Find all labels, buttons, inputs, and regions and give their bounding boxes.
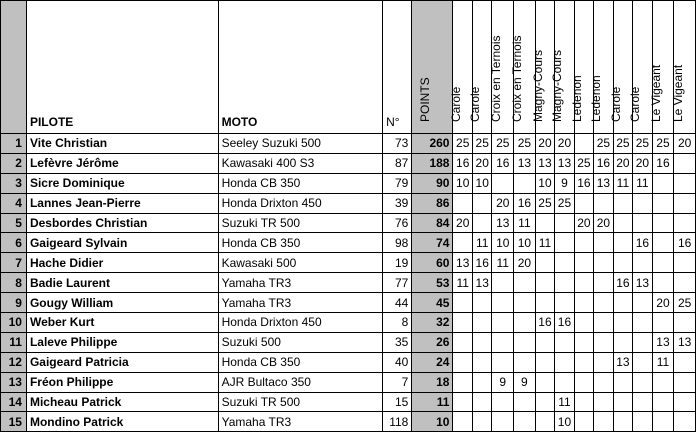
- row-index-header: [1, 1, 27, 134]
- result-cell: [594, 273, 613, 293]
- rank-cell: 11: [1, 332, 27, 352]
- result-cell: [633, 313, 652, 333]
- result-cell: [613, 412, 632, 432]
- result-cell: 9: [492, 372, 514, 392]
- rank-cell: 15: [1, 412, 27, 432]
- table-row: [1, 313, 696, 333]
- result-cell: [594, 352, 613, 372]
- result-cell: [453, 352, 472, 372]
- table-row: [1, 153, 696, 173]
- pilote-cell: Desbordes Christian: [26, 213, 218, 233]
- points-cell: 60: [412, 253, 453, 273]
- result-cell: [574, 273, 593, 293]
- result-cell: 16: [514, 193, 536, 213]
- result-cell: 9: [555, 173, 574, 193]
- result-cell: 13: [492, 213, 514, 233]
- table-row: [1, 213, 696, 233]
- result-cell: [574, 332, 593, 352]
- moto-cell: Honda Drixton 450: [218, 193, 383, 213]
- moto-cell: Seeley Suzuki 500: [218, 134, 383, 154]
- result-cell: 20: [472, 153, 491, 173]
- result-cell: [453, 233, 472, 253]
- result-cell: [652, 213, 674, 233]
- table-row: [1, 332, 696, 352]
- result-cell: [472, 412, 491, 432]
- result-cell: [594, 392, 613, 412]
- result-cell: [514, 293, 536, 313]
- result-cell: 20: [613, 153, 632, 173]
- points-cell: 26: [412, 332, 453, 352]
- result-cell: [633, 372, 652, 392]
- points-cell: 32: [412, 313, 453, 333]
- result-cell: 25: [555, 193, 574, 213]
- result-cell: [652, 233, 674, 253]
- rank-cell: 8: [1, 273, 27, 293]
- result-cell: [633, 293, 652, 313]
- result-cell: 20: [535, 134, 554, 154]
- result-cell: [535, 213, 554, 233]
- result-cell: 16: [652, 153, 674, 173]
- result-cell: [613, 392, 632, 412]
- result-cell: 25: [472, 134, 491, 154]
- result-cell: 10: [555, 412, 574, 432]
- result-cell: [633, 352, 652, 372]
- result-cell: [555, 213, 574, 233]
- result-cell: [613, 213, 632, 233]
- result-cell: [492, 392, 514, 412]
- result-cell: [472, 213, 491, 233]
- rank-cell: 9: [1, 293, 27, 313]
- result-cell: 16: [633, 233, 652, 253]
- result-cell: [674, 372, 696, 392]
- result-cell: [574, 352, 593, 372]
- result-cell: [453, 372, 472, 392]
- result-cell: 16: [453, 153, 472, 173]
- result-cell: [453, 293, 472, 313]
- result-cell: [453, 193, 472, 213]
- result-cell: [453, 313, 472, 333]
- race-header-label: Carole: [628, 86, 643, 122]
- result-cell: [535, 253, 554, 273]
- result-cell: [652, 392, 674, 412]
- result-cell: 10: [472, 173, 491, 193]
- result-cell: 11: [555, 392, 574, 412]
- number-cell: 76: [383, 213, 412, 233]
- result-cell: [633, 412, 652, 432]
- number-cell: 40: [383, 352, 412, 372]
- result-cell: 25: [613, 134, 632, 154]
- result-cell: [555, 273, 574, 293]
- result-cell: [613, 332, 632, 352]
- result-cell: 25: [492, 134, 514, 154]
- result-cell: [652, 412, 674, 432]
- result-cell: [674, 173, 696, 193]
- result-cell: [453, 392, 472, 412]
- table-row: [1, 134, 696, 154]
- race-header-label: Ledenon: [569, 75, 584, 122]
- points-cell: 188: [412, 153, 453, 173]
- result-cell: [613, 233, 632, 253]
- race-header-label: Carole: [608, 86, 623, 122]
- result-cell: 13: [453, 253, 472, 273]
- result-cell: 10: [535, 173, 554, 193]
- header-row: [1, 1, 696, 134]
- result-cell: 20: [555, 134, 574, 154]
- result-cell: 16: [613, 273, 632, 293]
- race-header-label: Croix en Ternois: [510, 35, 525, 122]
- rank-cell: 7: [1, 253, 27, 273]
- result-cell: 25: [652, 134, 674, 154]
- result-cell: 25: [633, 134, 652, 154]
- result-cell: 25: [535, 193, 554, 213]
- result-cell: 13: [633, 273, 652, 293]
- result-cell: 20: [652, 293, 674, 313]
- result-cell: 20: [574, 213, 593, 233]
- points-cell: 24: [412, 352, 453, 372]
- result-cell: [492, 332, 514, 352]
- rank-cell: 14: [1, 392, 27, 412]
- result-cell: [574, 392, 593, 412]
- pilote-cell: Hache Didier: [26, 253, 218, 273]
- points-cell: 90: [412, 173, 453, 193]
- result-cell: [492, 173, 514, 193]
- number-cell: 79: [383, 173, 412, 193]
- result-cell: 20: [633, 153, 652, 173]
- moto-cell: Kawasaki 400 S3: [218, 153, 383, 173]
- result-cell: [535, 293, 554, 313]
- result-cell: [574, 372, 593, 392]
- result-cell: [613, 253, 632, 273]
- result-cell: 11: [633, 173, 652, 193]
- result-cell: [633, 253, 652, 273]
- result-cell: [633, 193, 652, 213]
- result-cell: [594, 332, 613, 352]
- result-cell: [472, 293, 491, 313]
- result-cell: [674, 352, 696, 372]
- rank-cell: 12: [1, 352, 27, 372]
- result-cell: 16: [574, 173, 593, 193]
- moto-cell: Suzuki 500: [218, 332, 383, 352]
- pilote-header: PILOTE: [26, 1, 218, 134]
- pilote-cell: Sicre Dominique: [26, 173, 218, 193]
- result-cell: [613, 372, 632, 392]
- moto-cell: AJR Bultaco 350: [218, 372, 383, 392]
- points-cell: 10: [412, 412, 453, 432]
- result-cell: [472, 313, 491, 333]
- result-cell: [555, 233, 574, 253]
- race-header-label: Carole: [448, 86, 463, 122]
- result-cell: [555, 293, 574, 313]
- result-cell: 13: [652, 332, 674, 352]
- result-cell: 16: [555, 313, 574, 333]
- result-cell: [674, 153, 696, 173]
- race-header-label: Magny-Cours: [550, 49, 565, 122]
- result-cell: [674, 213, 696, 233]
- result-cell: 13: [594, 173, 613, 193]
- result-cell: [535, 332, 554, 352]
- moto-cell: Yamaha TR3: [218, 273, 383, 293]
- result-cell: [594, 412, 613, 432]
- rank-cell: 10: [1, 313, 27, 333]
- rank-cell: 4: [1, 193, 27, 213]
- table-row: [1, 352, 696, 372]
- result-cell: [535, 273, 554, 293]
- result-cell: [492, 352, 514, 372]
- moto-cell: Honda Drixton 450: [218, 313, 383, 333]
- result-cell: [594, 293, 613, 313]
- result-cell: [472, 193, 491, 213]
- result-cell: 20: [453, 213, 472, 233]
- result-cell: [453, 412, 472, 432]
- result-cell: [514, 392, 536, 412]
- result-cell: [633, 392, 652, 412]
- result-cell: 25: [594, 134, 613, 154]
- result-cell: [674, 273, 696, 293]
- moto-cell: Suzuki TR 500: [218, 392, 383, 412]
- result-cell: [555, 372, 574, 392]
- result-cell: 25: [514, 134, 536, 154]
- result-cell: [633, 213, 652, 233]
- result-cell: [652, 193, 674, 213]
- moto-header: MOTO: [218, 1, 383, 134]
- points-cell: 53: [412, 273, 453, 293]
- points-cell: 74: [412, 233, 453, 253]
- result-cell: 11: [453, 273, 472, 293]
- pilote-cell: Micheau Patrick: [26, 392, 218, 412]
- number-cell: 15: [383, 392, 412, 412]
- result-cell: 10: [492, 233, 514, 253]
- pilote-cell: Vite Christian: [26, 134, 218, 154]
- pilote-cell: Gougy William: [26, 293, 218, 313]
- number-cell: 118: [383, 412, 412, 432]
- result-cell: [574, 412, 593, 432]
- rank-cell: 1: [1, 134, 27, 154]
- result-cell: 10: [453, 173, 472, 193]
- moto-cell: Yamaha TR3: [218, 293, 383, 313]
- result-cell: 11: [613, 173, 632, 193]
- result-cell: [594, 233, 613, 253]
- result-cell: [574, 134, 593, 154]
- result-cell: [674, 392, 696, 412]
- table-row: [1, 372, 696, 392]
- result-cell: 20: [514, 253, 536, 273]
- result-cell: 13: [514, 153, 536, 173]
- result-cell: 25: [574, 153, 593, 173]
- result-cell: [453, 332, 472, 352]
- number-cell: 73: [383, 134, 412, 154]
- result-cell: [535, 412, 554, 432]
- result-cell: 20: [492, 193, 514, 213]
- result-cell: [514, 173, 536, 193]
- result-cell: [674, 253, 696, 273]
- result-cell: 25: [453, 134, 472, 154]
- result-cell: [594, 313, 613, 333]
- result-cell: [652, 372, 674, 392]
- result-cell: 9: [514, 372, 536, 392]
- result-cell: [555, 352, 574, 372]
- result-cell: [555, 253, 574, 273]
- result-cell: [574, 233, 593, 253]
- result-cell: 13: [472, 273, 491, 293]
- result-cell: 13: [674, 332, 696, 352]
- rank-cell: 2: [1, 153, 27, 173]
- result-cell: [555, 332, 574, 352]
- result-cell: [574, 253, 593, 273]
- rank-cell: 13: [1, 372, 27, 392]
- moto-cell: Honda CB 350: [218, 233, 383, 253]
- number-cell: 8: [383, 313, 412, 333]
- result-cell: [472, 392, 491, 412]
- pilote-cell: Lefèvre Jérôme: [26, 153, 218, 173]
- table-row: [1, 273, 696, 293]
- result-cell: [674, 412, 696, 432]
- result-cell: [535, 372, 554, 392]
- points-cell: 260: [412, 134, 453, 154]
- table-row: [1, 233, 696, 253]
- result-cell: [652, 173, 674, 193]
- points-cell: 45: [412, 293, 453, 313]
- race-header: [670, 1, 696, 134]
- result-cell: [574, 293, 593, 313]
- result-cell: [535, 352, 554, 372]
- result-cell: [674, 193, 696, 213]
- result-cell: [633, 332, 652, 352]
- rank-cell: 3: [1, 173, 27, 193]
- result-cell: [514, 332, 536, 352]
- result-cell: 13: [535, 153, 554, 173]
- points-cell: 84: [412, 213, 453, 233]
- pilote-cell: Fréon Philippe: [26, 372, 218, 392]
- result-cell: 16: [674, 233, 696, 253]
- race-header-label: Ledenon: [589, 75, 604, 122]
- result-cell: 25: [674, 293, 696, 313]
- result-cell: [472, 372, 491, 392]
- result-cell: [613, 313, 632, 333]
- result-cell: 20: [594, 213, 613, 233]
- pilote-cell: Gaigeard Patricia: [26, 352, 218, 372]
- table-row: [1, 412, 696, 432]
- result-cell: [514, 412, 536, 432]
- pilote-cell: Gaigeard Sylvain: [26, 233, 218, 253]
- moto-cell: Honda CB 350: [218, 352, 383, 372]
- result-cell: [492, 293, 514, 313]
- table-row: [1, 173, 696, 193]
- result-cell: [613, 293, 632, 313]
- result-cell: [652, 313, 674, 333]
- table-row: [1, 193, 696, 213]
- number-cell: 87: [383, 153, 412, 173]
- result-cell: 11: [514, 213, 536, 233]
- pilote-cell: Mondino Patrick: [26, 412, 218, 432]
- result-cell: [594, 193, 613, 213]
- number-cell: 35: [383, 332, 412, 352]
- table-row: [1, 392, 696, 412]
- result-cell: 13: [613, 352, 632, 372]
- result-cell: 16: [535, 313, 554, 333]
- result-cell: [594, 253, 613, 273]
- result-cell: [514, 313, 536, 333]
- result-cell: [514, 352, 536, 372]
- moto-cell: Honda CB 350: [218, 173, 383, 193]
- race-header-label: Magny-Cours: [530, 49, 545, 122]
- result-cell: 20: [674, 134, 696, 154]
- pilote-cell: Lannes Jean-Pierre: [26, 193, 218, 213]
- points-cell: 11: [412, 392, 453, 412]
- points-header-label: POINTS: [418, 77, 433, 122]
- table-row: [1, 253, 696, 273]
- result-cell: 11: [652, 352, 674, 372]
- moto-cell: Suzuki TR 500: [218, 213, 383, 233]
- number-header: N°: [383, 1, 412, 134]
- number-cell: 77: [383, 273, 412, 293]
- points-cell: 18: [412, 372, 453, 392]
- result-cell: [574, 313, 593, 333]
- result-cell: [613, 193, 632, 213]
- result-cell: [674, 313, 696, 333]
- pilote-cell: Weber Kurt: [26, 313, 218, 333]
- result-cell: [574, 193, 593, 213]
- race-header-label: Le Vigeant: [648, 64, 663, 122]
- result-cell: [472, 352, 491, 372]
- result-cell: [492, 273, 514, 293]
- moto-cell: Yamaha TR3: [218, 412, 383, 432]
- result-cell: [492, 313, 514, 333]
- race-header-label: Carole: [468, 86, 483, 122]
- result-cell: [652, 253, 674, 273]
- result-cell: [514, 273, 536, 293]
- result-cell: [594, 372, 613, 392]
- points-cell: 86: [412, 193, 453, 213]
- result-cell: 16: [472, 253, 491, 273]
- pilote-cell: Badie Laurent: [26, 273, 218, 293]
- table-row: [1, 293, 696, 313]
- result-cell: [492, 412, 514, 432]
- result-cell: 11: [472, 233, 491, 253]
- result-cell: 13: [555, 153, 574, 173]
- race-header-label: Croix en Ternois: [488, 35, 503, 122]
- moto-cell: Kawasaki 500: [218, 253, 383, 273]
- result-cell: 11: [492, 253, 514, 273]
- number-cell: 98: [383, 233, 412, 253]
- number-cell: 44: [383, 293, 412, 313]
- rank-cell: 6: [1, 233, 27, 253]
- result-cell: 10: [514, 233, 536, 253]
- number-cell: 39: [383, 193, 412, 213]
- result-cell: [652, 273, 674, 293]
- race-header-label: Le Vigeant: [670, 64, 685, 122]
- pilote-cell: Laleve Philippe: [26, 332, 218, 352]
- result-cell: 16: [492, 153, 514, 173]
- result-cell: 16: [594, 153, 613, 173]
- result-cell: 11: [535, 233, 554, 253]
- points-header: [412, 1, 453, 134]
- result-cell: [472, 332, 491, 352]
- number-cell: 7: [383, 372, 412, 392]
- rank-cell: 5: [1, 213, 27, 233]
- result-cell: [535, 392, 554, 412]
- number-cell: 19: [383, 253, 412, 273]
